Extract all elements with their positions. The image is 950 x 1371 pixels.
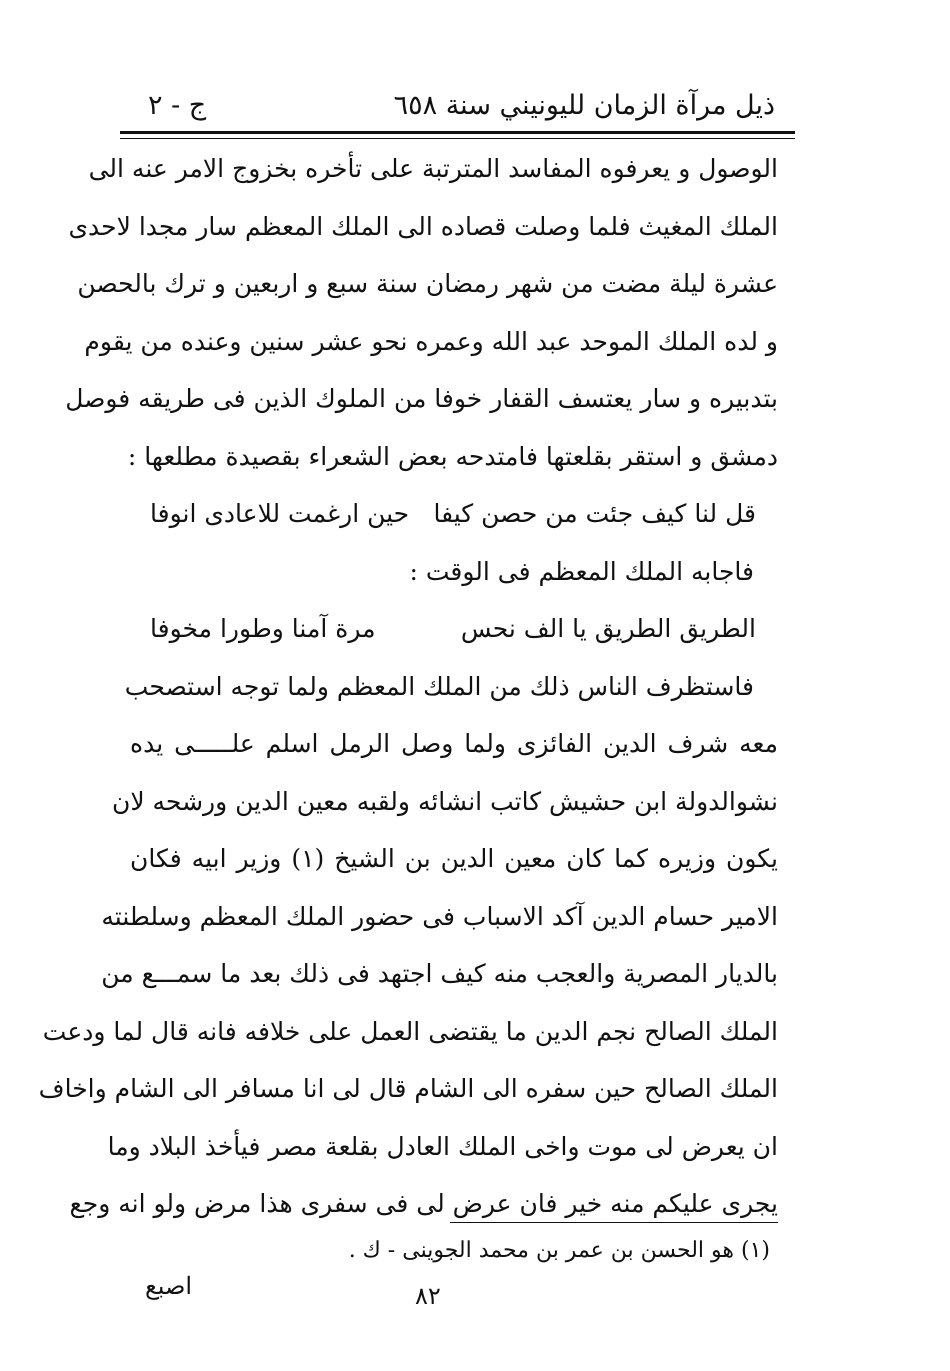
volume-number: ج - ٢ xyxy=(148,90,207,121)
printer-signature: اصبع xyxy=(145,1272,193,1300)
text-line: بالديار المصرية والعجب منه كيف اجتهد فى ذلك بعد ما سمـــع من xyxy=(101,959,778,988)
header-title: ذيل مرآة الزمان لليونيني سنة ٦٥٨ xyxy=(393,90,775,121)
footnote-rule xyxy=(450,1222,778,1223)
text-line: الملك الصالح حين سفره الى الشام قال لى انا مسافر الى الشام واخاف xyxy=(38,1074,778,1103)
page-number: ٨٢ xyxy=(415,1282,441,1310)
text-line: و لده الملك الموحد عبد الله وعمره نحو عشر سنين وعنده من يقوم xyxy=(84,326,778,356)
header-rule-thick xyxy=(120,131,795,134)
text-line: الوصول و يعرفوه المفاسد المترتبة على تأخره بخزوج الامر عنه الى xyxy=(88,154,778,183)
text-line: بتدبيره و سار يعتسف القفار خوفا من الملوك الذين فى طريقه فوصل xyxy=(65,384,778,413)
text-line: يجرى عليكم منه خير فان عرض لى فى سفرى هذا مرض ولو انه وجع xyxy=(69,1189,778,1218)
verse-line xyxy=(130,600,778,658)
verse-hemistich-second: حين ارغمت للاعادى انوفا xyxy=(150,499,410,528)
text-line: معه شرف الدين الفائزى ولما وصل الرمل اسلم علـــــى يده xyxy=(130,729,778,758)
verse-hemistich-first: قل لنا كيف جئت من حصن كيفا xyxy=(433,499,756,528)
main-text xyxy=(38,140,779,1233)
text-line: الامير حسام الدين آكد الاسباب فى حضور الملك المعظم وسلطنته xyxy=(101,901,778,931)
text-line: نشوالدولة ابن حشيش كاتب انشائه ولقبه معين الدين ورشحه لان xyxy=(111,786,778,816)
running-header xyxy=(148,84,775,128)
footnote: (١) هو الحسن بن عمر بن محمد الجوينى - ك . xyxy=(348,1238,770,1263)
text-line: عشرة ليلة مضت من شهر رمضان سنة سبع و اربعين و ترك بالحصن xyxy=(77,269,778,298)
text-line: ان يعرض لى موت واخى الملك العادل بقلعة مصر فيأخذ البلاد وما xyxy=(107,1131,778,1161)
text-line: الملك الصالح نجم الدين ما يقتضى العمل على خلافه فانه قال لما ودعت xyxy=(42,1016,778,1046)
text-line: يكون وزيره كما كان معين الدين بن الشيخ (١) وزير ابيه فكان xyxy=(130,844,779,873)
verse-hemistich-second: مرة آمنا وطورا مخوفا xyxy=(150,614,376,643)
verse-line xyxy=(130,485,778,543)
header-rule-thin xyxy=(120,138,795,139)
verse-hemistich-first: الطريق الطريق يا الف نحس xyxy=(460,614,756,643)
text-line: فاستظرف الناس ذلك من الملك المعظم ولما توجه استصحب xyxy=(124,671,754,701)
text-line: فاجابه الملك المعظم فى الوقت : xyxy=(409,556,754,586)
text-line: الملك المغيث فلما وصلت قصاده الى الملك المعظم سار مجدا لاحدى xyxy=(68,211,778,241)
text-line: دمشق و استقر بقلعتها فامتدحه بعض الشعراء بقصيدة مطلعها : xyxy=(127,441,778,471)
